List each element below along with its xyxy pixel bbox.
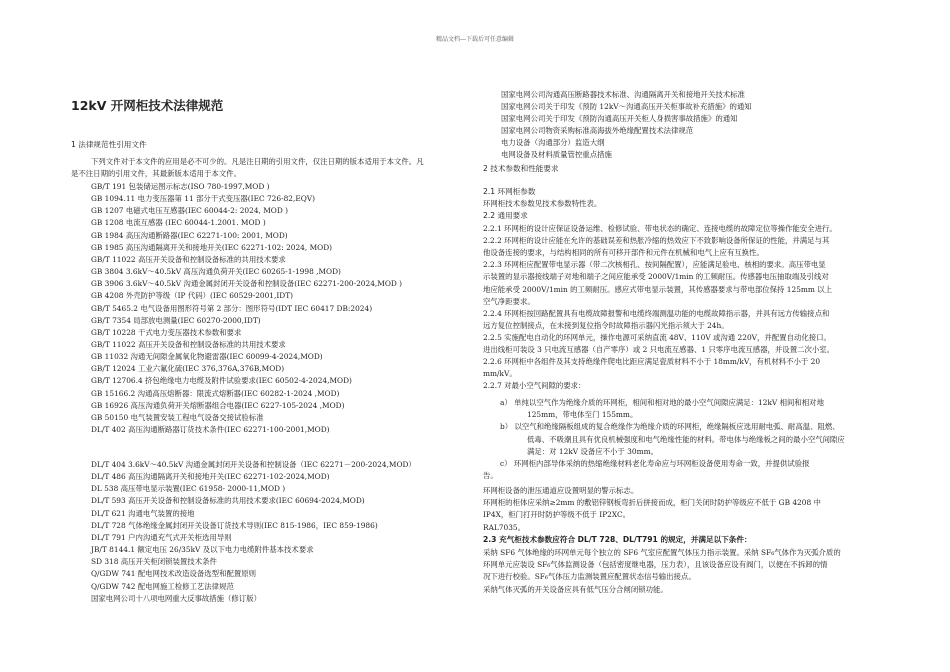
reference-item: DL 538 高压带电显示装置(IEC 61958- 2000-11,MOD ) bbox=[91, 484, 286, 494]
reference-item: GB 1984 高压沟通断路器(IEC 62271-100: 2001, MOD) bbox=[91, 230, 288, 240]
body-paragraph-line: 2.2.6 环网柜中各组件及其支持绝缘件爬电比距应满足瓷质材料不小于 18mm/kV，有机材料不小于 20 bbox=[483, 357, 821, 367]
reference-item: GB 1985 高压沟通隔离开关和接地开关(IEC 62271-102: 2024, MOD) bbox=[91, 242, 333, 252]
reference-item: 国家电网公司关于印发《预防沟通高压开关柜人身损害事故措施》的通知 bbox=[501, 114, 738, 123]
reference-item: DL/T 593 高压开关设备和控制设备标准的共用技术要求(IEC 60694-2024,MOD) bbox=[91, 496, 365, 506]
reference-item: GB/T 12024 工业六氟化硫(IEC 376,376A,376B,MOD) bbox=[91, 364, 285, 374]
reference-item: GB 1207 电磁式电压互感器(IEC 60044-2: 2024, MOD ) bbox=[91, 206, 289, 216]
body-paragraph-line: 环网柜设备的泄压通道应设置明显的警示标志。 bbox=[483, 486, 639, 495]
reference-item: GB 3906 3.6kV～40.5kV 沟通金属封闭开关设备和控制设备(IEC 62271-200-2024,MOD ) bbox=[91, 279, 403, 289]
body-paragraph-line: IP4X，柜门打开时防护等级不低于 IP2XC。 bbox=[483, 510, 631, 520]
body-paragraph-line: 2.2.1 环网柜的设计应保证设备运维、检修试验、带电状态的确定、连接电缆的故障定位等操作能安全进行。 bbox=[483, 224, 837, 233]
list-item-line: b） 以空气和绝缘隔板组成的复合绝缘作为绝缘介质的环网柜，绝缘隔板应选用耐电弧、耐高温、阻燃、 bbox=[500, 422, 840, 432]
list-item-line: a） 单纯以空气作为绝缘介质的环网柜，相间和相对地的最小空气间隙应满足：12kV 相间和相对地 bbox=[500, 398, 824, 407]
section-1-heading: 1 法律规范性引用文件 bbox=[71, 140, 147, 149]
reference-item: 电力设备（沟通部分）监造大纲 bbox=[501, 138, 605, 147]
reference-item: GB 50150 电气装置安装工程电气设备交接试验标准 bbox=[91, 412, 264, 422]
reference-item: 国家电网公司沟通高压断路器技术标准、沟通隔离开关和接地开关技术标准 bbox=[501, 90, 745, 99]
section-2-1-heading: 2.1 环网柜参数 bbox=[483, 187, 536, 196]
body-paragraph-line: 地应能承受 2000V/1min 的工频耐压。感应式带电显示装置，其传感器要求与带电部位保持 125mm 以上 bbox=[483, 284, 833, 294]
intro-paragraph-line: 下列文件对于本文件的应用是必不可少的。凡是注日期的引用文件，仅注日期的版本适用于本文件。凡 bbox=[91, 157, 424, 166]
reference-item: Q/GDW 742 配电网施工检修工艺法律规范 bbox=[91, 581, 234, 591]
section-2-3-heading: 2.3 充气柜技术参数应符合 DL/T 728、DL/T791 的规定，并满足以下条件： bbox=[483, 535, 752, 544]
reference-item: GB 1094.11 电力变压器第 11 部分干式变压器(IEC 726-82,EQV) bbox=[91, 194, 316, 204]
reference-item: SD 318 高压开关柜闭锁装置技术条件 bbox=[91, 557, 217, 567]
list-item-line: c） 环网柜内部导体采纳的热缩绝缘材料老化寿命应与环网柜设备使用寿命一致，并提供试验报 bbox=[500, 459, 810, 468]
reference-item: 国家电网公司关于印发《预防 12kV～沟通高压开关柜事故补充措施》的通知 bbox=[501, 102, 752, 111]
reference-item: 国家电网公司十八项电网重大反事故措施（修订版） bbox=[91, 593, 261, 603]
reference-item: GB/T 11022 高压开关设备和控制设备标准的共用技术要求 bbox=[91, 339, 286, 349]
section-2-2-heading: 2.2 通用要求 bbox=[483, 211, 528, 220]
body-paragraph-line: 远方复位控制接点，在未接到复位指令时故障指示器闪光指示须大于 24h。 bbox=[483, 320, 729, 330]
list-item-line: 低毒、不吸潮且具有优良机械强度和电气绝缘性能的材料。带电体与绝缘板之间的最小空气间隙应 bbox=[527, 434, 845, 444]
body-paragraph-line: 环网单元应装设 SF₆气体监测设备（包括密度继电器，压力表），且该设备应设有阀门，以便在不拆卸的情 bbox=[483, 560, 828, 570]
list-item-line: 满足：对 12kV 设备应不小于 30mm。 bbox=[527, 446, 658, 456]
document-title: 12kV 开网柜技术法律规范 bbox=[71, 98, 224, 113]
section-2-heading: 2 技术参数和性能要求 bbox=[483, 164, 559, 173]
body-paragraph-line: 2.2.3 环网柜应配置带电显示器（带二次核相孔、按间隔配置），应能满足验电、核相的要求。高压带电显 bbox=[483, 260, 826, 270]
reference-item: GB/T 10228 干式电力变压器技术参数和要求 bbox=[91, 327, 242, 337]
reference-item: GB/T 191 包装储运图示标志(ISO 780-1997,MOD ) bbox=[91, 182, 270, 191]
list-item-line: 告。 bbox=[483, 471, 498, 481]
reference-item: GB 3804 3.6kV～40.5kV 高压沟通负荷开关(IEC 60265-1-1998 ,MOD) bbox=[91, 267, 341, 277]
reference-item: GB 11032 沟通无间隙金属氧化物避雷器(IEC 60099-4-2024,MOD) bbox=[91, 352, 323, 362]
reference-item: GB 15166.2 沟通高压熔断器：限流式熔断器(IEC 60282-1-2024 ,MOD) bbox=[91, 388, 340, 398]
body-paragraph-line: 环网柜的柜体应采纳≥2mm 的敷铝锌钢板弯折后拼接而成，柜门关闭时防护等级应不低于 GB 4208 中 bbox=[483, 498, 821, 508]
intro-paragraph-line: 是不注日期的引用文件，其最新版本适用于本文件。 bbox=[71, 169, 241, 178]
reference-item: GB/T 5465.2 电气设备用图形符号第 2 部分：图形符号(IDT IEC 60417 DB:2024) bbox=[91, 303, 373, 313]
reference-item: DL/T 621 沟通电气装置的接地 bbox=[91, 508, 195, 518]
body-paragraph-line: 他设备连接的要求，与结构相同的所有可移开部件和元件在机械和电气上应有互换性。 bbox=[483, 248, 764, 258]
reference-item: GB 1208 电流互感器 (IEC 60044-1.2001. MOD ) bbox=[91, 218, 266, 228]
reference-item: GB/T 7354 局部放电测量(IEC 60270-2000,IDT) bbox=[91, 315, 261, 325]
body-paragraph-line: mm/kV。 bbox=[483, 369, 517, 379]
reference-item: GB 16926 高压沟通负荷开关熔断器组合电器(IEC 6227-105-2024 ,MOD) bbox=[91, 400, 345, 410]
body-paragraph-line: 采纳 SF6 气体绝缘的环网单元每个独立的 SF6 气室应配置气体压力指示装置。采纳 SF₆气体作为灭弧介质的 bbox=[483, 548, 841, 557]
reference-item: DL/T 486 高压沟通隔离开关和接地开关(IEC 62271-102-2024,MOD) bbox=[91, 472, 330, 482]
body-paragraph-line: 采纳气体灭弧的开关设备应具有低气压分合闸闭锁功能。 bbox=[483, 584, 668, 594]
reference-item: 国家电网公司物资采购标准高海拔外绝缘配置技术法律规范 bbox=[501, 126, 694, 135]
body-paragraph-line: 进出线柜可装设 3 只电流互感器（自产零序）或 2 只电流互感器、1 只零序电流互感器，并设置二次小室。 bbox=[483, 345, 835, 354]
reference-item: DL/T 402 高压沟通断路器订货技术条件(IEC 62271-100-2001,MOD) bbox=[91, 425, 330, 434]
reference-item: DL/T 728 气体绝缘金属封闭开关设备订货技术导则(IEC 815-1986，IEC 859-1986) bbox=[91, 520, 378, 530]
body-paragraph-line: 空气净距要求。 bbox=[483, 296, 535, 306]
reference-item: DL/T 791 户内沟通充气式开关柜选用导则 bbox=[91, 532, 232, 542]
reference-item: GB/T 11022 高压开关设备和控制设备标准的共用技术要求 bbox=[91, 254, 286, 264]
section-2-1-text: 环网柜技术参数见技术参数特性表。 bbox=[483, 199, 602, 208]
body-paragraph-line: 2.2.7 对最小空气间隙的要求： bbox=[483, 381, 586, 391]
reference-item: 电网设备及材料质量管控重点措施 bbox=[501, 150, 612, 159]
reference-item: GB/T 12706.4 挤包绝缘电力电缆及附件试验要求(IEC 60502-4-2024,MOD) bbox=[91, 376, 352, 386]
body-paragraph-line: 2.2.5 实施配电自动化的环网单元，操作电源可采纳直流 48V、110V 或沟通 220V，并配置自动化接口。 bbox=[483, 332, 831, 342]
reference-item: GB 4208 外壳防护等级（IP 代码）(IEC 60529-2001,IDT) bbox=[91, 291, 294, 301]
list-item-line: 125mm，带电体至门 155mm。 bbox=[527, 410, 638, 420]
body-paragraph-line: 2.2.2 环网柜的设计应能在允许的基础误差和热胀冷缩的热效应下不致影响设备所保证的性能，并满足与其 bbox=[483, 236, 830, 246]
body-paragraph-line: 2.2.4 环网柜按回路配置具有电缆故障报警和电缆终端测温功能的电缆故障指示器，并具有远方传输接点和 bbox=[483, 308, 830, 318]
reference-item: Q/GDW 741 配电网技术改造设备选型和配置原则 bbox=[91, 569, 257, 579]
page-header-note: 精品文档---下载后可任意编辑 bbox=[435, 36, 515, 43]
body-paragraph-line: 示装置的显示器接线端子对地和端子之间应能承受 2000V/1min 的工频耐压。传感器电压抽取端及引线对 bbox=[483, 272, 829, 282]
reference-item: DL/T 404 3.6kV～40.5kV 沟通金属封闭开关设备和控制设备（IEC 62271－200-2024,MOD） bbox=[91, 460, 416, 469]
body-paragraph-line: RAL7035。 bbox=[483, 522, 526, 532]
body-paragraph-line: 况下进行校验。SF₆气体压力监测装置应配置状态信号输出接点。 bbox=[483, 572, 696, 582]
reference-item: JB/T 8144.1 额定电压 26/35kV 及以下电力电缆附件基本技术要求 bbox=[91, 545, 314, 555]
